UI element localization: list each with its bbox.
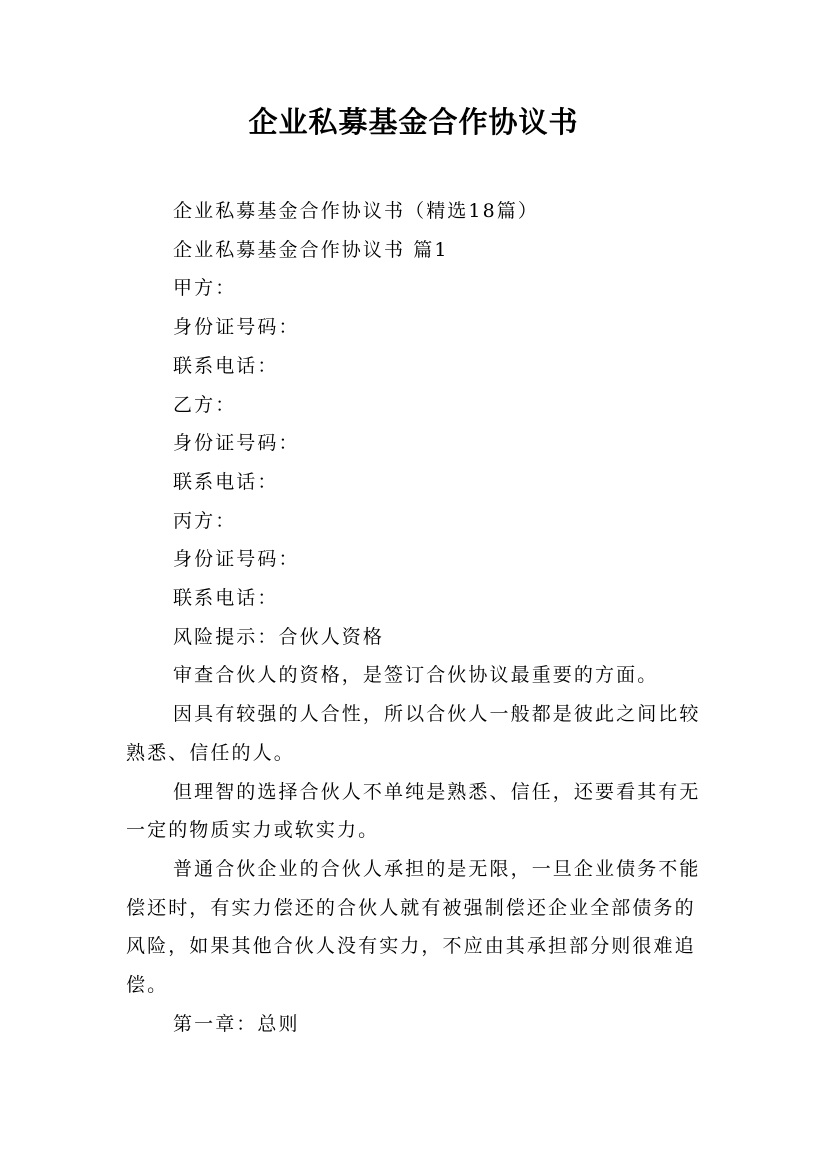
paragraph-section-heading: 企业私募基金合作协议书 篇1 <box>173 238 449 261</box>
party-c-id-label: 身份证号码： <box>173 548 300 571</box>
document-body <box>126 192 704 1043</box>
party-a-phone-label: 联系电话： <box>173 354 279 377</box>
party-b-id-label: 身份证号码： <box>173 432 300 455</box>
paragraph: 但理智的选择合伙人不单纯是熟悉、信任，还要看其有无一定的物质实力或软实力。 <box>126 780 701 842</box>
party-c-label: 丙方： <box>173 509 237 532</box>
risk-notice-heading: 风险提示：合伙人资格 <box>173 625 385 648</box>
party-c-phone-label: 联系电话： <box>173 587 279 610</box>
document-title: 企业私募基金合作协议书 <box>248 105 579 139</box>
party-a-label: 甲方： <box>173 277 237 300</box>
party-b-phone-label: 联系电话： <box>173 470 279 493</box>
paragraph: 普通合伙企业的合伙人承担的是无限，一旦企业债务不能偿还时，有实力偿还的合伙人就有被强制偿还企业全部债务的风险，如果其他合伙人没有实力，不应由其承担部分则很难追偿。 <box>126 857 701 997</box>
paragraph: 审查合伙人的资格，是签订合伙协议最重要的方面。 <box>173 664 659 687</box>
party-b-label: 乙方： <box>173 393 237 416</box>
paragraph: 因具有较强的人合性，所以合伙人一般都是彼此之间比较熟悉、信任的人。 <box>126 703 701 764</box>
chapter-heading: 第一章：总则 <box>173 1012 300 1035</box>
paragraph-intro-heading: 企业私募基金合作协议书（精选18篇） <box>173 200 539 222</box>
party-a-id-label: 身份证号码： <box>173 316 300 339</box>
